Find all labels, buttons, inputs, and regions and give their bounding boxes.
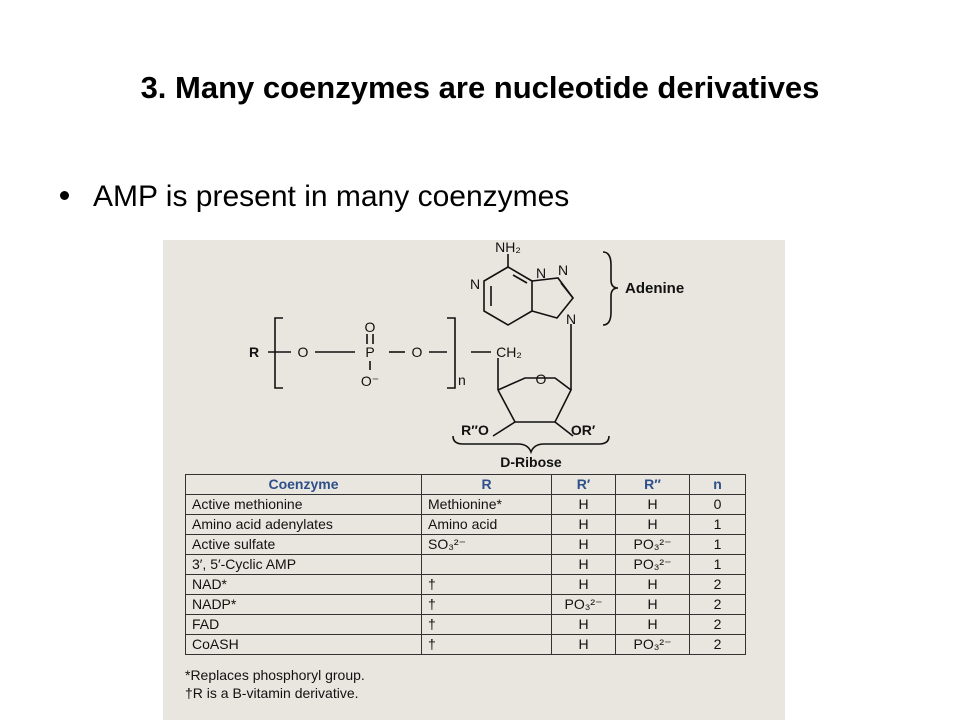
table-cell: FAD — [186, 615, 422, 635]
table-cell: H — [552, 535, 616, 555]
table-cell: 2 — [690, 615, 746, 635]
table-row — [186, 595, 746, 615]
table-header-row — [186, 475, 746, 495]
n3-label: N — [469, 276, 481, 292]
table-cell: CoASH — [186, 635, 422, 655]
repeat-bracket-right — [447, 318, 455, 388]
repeat-bracket-left — [275, 318, 283, 388]
table-row — [186, 615, 746, 635]
phosphate-o-left-label: O — [297, 344, 309, 360]
r2-o-label: R″O — [461, 422, 489, 438]
table-cell: 1 — [690, 515, 746, 535]
table-header: R′ — [552, 475, 616, 495]
table-cell: H — [616, 595, 690, 615]
table-cell: 2 — [690, 575, 746, 595]
or1-label: OR′ — [570, 422, 596, 438]
table-cell: † — [422, 615, 552, 635]
table-cell: NADP* — [186, 595, 422, 615]
table-cell: H — [616, 495, 690, 515]
table-row — [186, 495, 746, 515]
table-cell: H — [552, 575, 616, 595]
phosphate-o-bottom-label: O⁻ — [360, 373, 380, 389]
table-row — [186, 635, 746, 655]
table-cell: PO₃²⁻ — [552, 595, 616, 615]
bullet-item — [60, 180, 569, 214]
table-row — [186, 575, 746, 595]
ribose-brace — [453, 436, 609, 452]
bullet-text: AMP is present in many coenzymes — [93, 180, 570, 213]
table-header: R — [422, 475, 552, 495]
table-cell: H — [552, 515, 616, 535]
table-cell: H — [616, 575, 690, 595]
table-header: n — [690, 475, 746, 495]
table-cell: Methionine* — [422, 495, 552, 515]
phosphate-o-top-label: O — [364, 319, 376, 335]
table-cell: 2 — [690, 595, 746, 615]
footnote-replaces-phosphoryl: *Replaces phosphoryl group. — [185, 667, 365, 683]
table-cell: 1 — [690, 535, 746, 555]
n1-label: N — [536, 265, 547, 281]
table-cell: PO₃²⁻ — [616, 555, 690, 575]
n7-label: N — [558, 262, 569, 278]
ribose-label: D-Ribose — [500, 454, 562, 470]
table-cell: H — [552, 555, 616, 575]
table-cell: H — [552, 495, 616, 515]
r-group-label: R — [249, 344, 260, 360]
table-cell: 2 — [690, 635, 746, 655]
repeat-n-label: n — [458, 372, 466, 388]
table-cell: H — [616, 615, 690, 635]
phosphate-o-right-label: O — [411, 344, 423, 360]
bullet-dot-icon — [60, 191, 69, 200]
table-cell: PO₃²⁻ — [616, 635, 690, 655]
table-cell: Active methionine — [186, 495, 422, 515]
adenine-label: Adenine — [625, 280, 685, 297]
table-cell: † — [422, 635, 552, 655]
table-header: Coenzyme — [186, 475, 422, 495]
table-cell: PO₃²⁻ — [616, 535, 690, 555]
coenzyme-figure — [163, 240, 785, 720]
ribose-ring-o-label: O — [535, 371, 547, 387]
table-cell: SO₃²⁻ — [422, 535, 552, 555]
table-row — [186, 535, 746, 555]
table-cell: NAD* — [186, 575, 422, 595]
table-cell: 1 — [690, 555, 746, 575]
table-cell: H — [552, 615, 616, 635]
table-cell: 0 — [690, 495, 746, 515]
table-cell: † — [422, 595, 552, 615]
slide-title: 3. Many coenzymes are nucleotide derivatives — [140, 70, 820, 105]
table-row — [186, 555, 746, 575]
table-cell: Amino acid — [422, 515, 552, 535]
ch2-label: CH₂ — [496, 344, 522, 360]
table-cell: † — [422, 575, 552, 595]
table-cell: H — [552, 635, 616, 655]
n9-label: N — [565, 311, 577, 327]
table-cell: H — [616, 515, 690, 535]
adenine-brace — [603, 252, 618, 325]
structure-bonds — [268, 252, 618, 452]
table-header: R″ — [616, 475, 690, 495]
table-cell: Amino acid adenylates — [186, 515, 422, 535]
table-row — [186, 515, 746, 535]
nh2-label: NH₂ — [495, 240, 521, 255]
footnote-b-vitamin: †R is a B-vitamin derivative. — [185, 685, 359, 701]
table-cell: 3′, 5′-Cyclic AMP — [186, 555, 422, 575]
phosphorus-label: P — [365, 344, 375, 360]
ribose-ring-bonds — [498, 378, 571, 422]
coenzyme-table — [185, 474, 746, 655]
table-cell — [422, 555, 552, 575]
table-cell: Active sulfate — [186, 535, 422, 555]
